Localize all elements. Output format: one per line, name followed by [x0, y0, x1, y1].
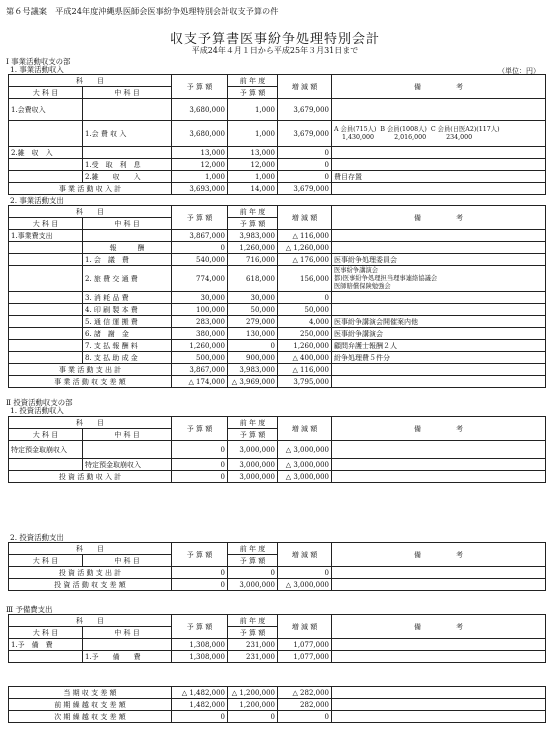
cell: [332, 459, 546, 471]
cell: 医事紛争講演会: [332, 328, 546, 340]
table-reserve: [8, 614, 546, 663]
cell: 0: [172, 242, 228, 254]
cell: 3,983,000: [228, 364, 278, 376]
cell: △ 116,000: [278, 364, 332, 376]
section-1-title: Ⅰ 事業活動収支の部: [6, 57, 71, 66]
col-kamoku: 科 目: [9, 75, 172, 87]
cell: 5. 通 信 運 搬 費: [83, 316, 172, 328]
col-daikamoku: 大 科 目: [9, 87, 83, 99]
cell: 1,077,000: [278, 639, 332, 651]
cell: 医事紛争講演会開催案内他: [332, 316, 546, 328]
cell: [332, 230, 546, 242]
cell: 283,000: [172, 316, 228, 328]
cell: △ 3,000,000: [278, 459, 332, 471]
section-2-title: Ⅱ 投資活動収支の部: [6, 398, 73, 407]
col-biko: 備 考: [332, 75, 546, 99]
cell: 380,000: [172, 328, 228, 340]
cell: 50,000: [278, 304, 332, 316]
cell: 900,000: [228, 352, 278, 364]
col-yosan: 予 算 額: [172, 417, 228, 441]
cell: 顧問弁護士報酬２人: [332, 340, 546, 352]
cell: 1.会費収入: [9, 99, 83, 121]
col-zennendo: 前 年 度: [228, 75, 278, 87]
cell: 3,000,000: [228, 459, 278, 471]
cell: [332, 567, 546, 579]
col-biko: 備 考: [332, 543, 546, 567]
cell: 1,308,000: [172, 651, 228, 663]
col-yosan: 予 算 額: [172, 615, 228, 639]
cell: 3,983,000: [228, 230, 278, 242]
col-chukamoku: 中 科 目: [83, 429, 172, 441]
section-3-title: Ⅲ 予備費支出: [6, 605, 53, 614]
section-2b-title: 2. 投資活動支出: [10, 533, 64, 542]
total-label: 事 業 活 動 収 支 差 額: [9, 376, 172, 388]
cell: [332, 711, 546, 723]
col-chukamoku: 中 科 目: [83, 555, 172, 567]
cell: A 会員(715人) B 会員(1008人) C 会員(日医A2)(117人) 1,430,000 2,016,000 234,000: [332, 121, 546, 147]
cell: [9, 242, 83, 254]
cell: 3,680,000: [172, 99, 228, 121]
total-label: 次 期 繰 越 収 支 差 額: [9, 711, 172, 723]
cell: [332, 159, 546, 171]
cell: 231,000: [228, 639, 278, 651]
cell: [9, 352, 83, 364]
cell: △ 3,000,000: [278, 471, 332, 483]
cell: [9, 316, 83, 328]
col-kamoku: 科 目: [9, 615, 172, 627]
section-2a-title: 1. 投資活動収入: [10, 406, 64, 415]
table-investment-income: [8, 416, 546, 483]
table-investment-expense: [8, 542, 546, 591]
col-biko: 備 考: [332, 615, 546, 639]
cell: [9, 159, 83, 171]
cell: 0: [172, 459, 228, 471]
cell: 1. 会 議 費: [83, 254, 172, 266]
cell: 紛争処理費５件分: [332, 352, 546, 364]
col-daikamoku: 大 科 目: [9, 218, 83, 230]
cell: 1.事業費支出: [9, 230, 83, 242]
cell: △ 1,260,000: [278, 242, 332, 254]
cell: 2.雑 収 入: [83, 171, 172, 183]
cell: 0: [278, 292, 332, 304]
cell: 540,000: [172, 254, 228, 266]
cell: [332, 376, 546, 388]
col-zogen: 増 減 額: [278, 417, 332, 441]
cell: 282,000: [278, 699, 332, 711]
cell: 716,000: [228, 254, 278, 266]
cell: 500,000: [172, 352, 228, 364]
cell: 12,000: [172, 159, 228, 171]
cell: 3,693,000: [172, 183, 228, 195]
cell: [332, 471, 546, 483]
cell: 1,260,000: [172, 340, 228, 352]
cell: [332, 687, 546, 699]
col-yosan: 予 算 額: [172, 543, 228, 567]
cell: 特定預金取崩収入: [9, 441, 83, 459]
cell: [83, 99, 172, 121]
col-biko: 備 考: [332, 206, 546, 230]
col-zennendo: 前 年 度: [228, 615, 278, 627]
col-zogen: 増 減 額: [278, 543, 332, 567]
cell: 4. 印 刷 製 本 費: [83, 304, 172, 316]
cell: 医事紛争処理委員会: [332, 254, 546, 266]
cell: 8. 支 払 助 成 金: [83, 352, 172, 364]
cell: [332, 639, 546, 651]
cell: 0: [172, 579, 228, 591]
cell: 0: [172, 471, 228, 483]
col-chukamoku: 中 科 目: [83, 87, 172, 99]
cell: 1.予 備 費: [83, 651, 172, 663]
cell: 1,200,000: [228, 699, 278, 711]
period: 平成24年４月１日から平成25年３月31日まで: [191, 46, 359, 55]
cell: 0: [278, 567, 332, 579]
col-biko: 備 考: [332, 417, 546, 441]
cell: 1.予 備 費: [9, 639, 83, 651]
cell: 3,867,000: [172, 230, 228, 242]
table-operating-expense: [8, 205, 546, 388]
cell: 報 酬: [83, 242, 172, 254]
cell: [332, 699, 546, 711]
page-title: 収支予算書医事紛争処理特別会計: [169, 32, 380, 47]
cell: 30,000: [172, 292, 228, 304]
cell: 3,679,000: [278, 183, 332, 195]
col-kamoku: 科 目: [9, 543, 172, 555]
cell: [9, 304, 83, 316]
cell: 0: [172, 567, 228, 579]
cell: 2.雑 収 入: [9, 147, 83, 159]
cell: 250,000: [278, 328, 332, 340]
cell: [9, 651, 83, 663]
cell: [332, 147, 546, 159]
cell: [9, 328, 83, 340]
col-yosan: 予 算 額: [172, 75, 228, 99]
total-label: 事 業 活 動 支 出 計: [9, 364, 172, 376]
cell: 6. 諸 謝 金: [83, 328, 172, 340]
cell: 1,077,000: [278, 651, 332, 663]
total-label: 投 資 活 動 支 出 計: [9, 567, 172, 579]
col-zennendo-2: 予 算 額: [228, 429, 278, 441]
unit-label: （単位：円）: [498, 67, 540, 75]
cell: 14,000: [228, 183, 278, 195]
cell: △ 1,482,000: [172, 687, 228, 699]
col-daikamoku: 大 科 目: [9, 429, 83, 441]
total-label: 当 期 収 支 差 額: [9, 687, 172, 699]
section-1b-title: 2. 事業活動支出: [10, 196, 64, 205]
total-label: 事 業 活 動 収 入 計: [9, 183, 172, 195]
cell: 0: [228, 340, 278, 352]
cell: 特定預金取崩収入: [83, 459, 172, 471]
cell: [9, 254, 83, 266]
cell: [9, 171, 83, 183]
table-operating-income: [8, 74, 546, 195]
cell: 1.会 費 収 入: [83, 121, 172, 147]
cell: 1,000: [228, 171, 278, 183]
cell: 7. 支 払 報 酬 料: [83, 340, 172, 352]
cell: [83, 147, 172, 159]
cell: [332, 183, 546, 195]
cell: 100,000: [172, 304, 228, 316]
cell: 50,000: [228, 304, 278, 316]
cell: 618,000: [228, 266, 278, 292]
col-daikamoku: 大 科 目: [9, 627, 83, 639]
cell: △ 282,000: [278, 687, 332, 699]
cell: 0: [228, 567, 278, 579]
total-label: 投 資 活 動 収 入 計: [9, 471, 172, 483]
cell: [9, 292, 83, 304]
cell: △ 3,969,000: [228, 376, 278, 388]
col-chukamoku: 中 科 目: [83, 218, 172, 230]
cell: 医事紛争講演会 都)医事紛争処理担当理事連絡協議会 医師賠償保険勉強会: [332, 266, 546, 292]
cell: 12,000: [228, 159, 278, 171]
cell: 1.受 取 利 息: [83, 159, 172, 171]
cell: 費目存置: [332, 171, 546, 183]
total-label: 前 期 繰 越 収 支 差 額: [9, 699, 172, 711]
cell: 3,679,000: [278, 99, 332, 121]
cell: 130,000: [228, 328, 278, 340]
cell: 0: [278, 147, 332, 159]
col-kamoku: 科 目: [9, 206, 172, 218]
section-1a-title: 1. 事業活動収入: [10, 65, 64, 74]
col-zennendo-2: 予 算 額: [228, 87, 278, 99]
cell: [83, 639, 172, 651]
cell: 0: [278, 159, 332, 171]
cell: 279,000: [228, 316, 278, 328]
col-kamoku: 科 目: [9, 417, 172, 429]
agenda-header: 第６号議案 平成24年度沖縄県医師会医事紛争処理特別会計収支予算の件: [6, 6, 279, 16]
col-chukamoku: 中 科 目: [83, 627, 172, 639]
col-zogen: 増 減 額: [278, 75, 332, 99]
total-label: 投 資 活 動 収 支 差 額: [9, 579, 172, 591]
cell: △ 3,000,000: [278, 441, 332, 459]
cell: [332, 292, 546, 304]
cell: 1,260,000: [228, 242, 278, 254]
cell: [9, 340, 83, 352]
col-yosan: 予 算 額: [172, 206, 228, 230]
cell: 1,308,000: [172, 639, 228, 651]
cell: 0: [228, 711, 278, 723]
col-daikamoku: 大 科 目: [9, 555, 83, 567]
col-zennendo: 前 年 度: [228, 206, 278, 218]
cell: 4,000: [278, 316, 332, 328]
cell: 0: [172, 441, 228, 459]
cell: [83, 230, 172, 242]
cell: 13,000: [228, 147, 278, 159]
col-zogen: 増 減 額: [278, 615, 332, 639]
cell: 231,000: [228, 651, 278, 663]
cell: [332, 579, 546, 591]
cell: 1,000: [228, 99, 278, 121]
cell: 13,000: [172, 147, 228, 159]
col-zennendo: 前 年 度: [228, 543, 278, 555]
cell: 0: [278, 171, 332, 183]
cell: 1,260,000: [278, 340, 332, 352]
cell: 3,000,000: [228, 471, 278, 483]
cell: [83, 441, 172, 459]
cell: 3,000,000: [228, 441, 278, 459]
cell: 3,000,000: [228, 579, 278, 591]
cell: △ 3,000,000: [278, 579, 332, 591]
table-balance: [8, 686, 546, 723]
cell: 3,679,000: [278, 121, 332, 147]
cell: 1,000: [228, 121, 278, 147]
cell: 156,000: [278, 266, 332, 292]
cell: [332, 364, 546, 376]
cell: [332, 304, 546, 316]
col-zennendo-2: 予 算 額: [228, 218, 278, 230]
cell: 0: [172, 711, 228, 723]
cell: 3,795,000: [278, 376, 332, 388]
cell: 30,000: [228, 292, 278, 304]
cell: △ 174,000: [172, 376, 228, 388]
cell: △ 116,000: [278, 230, 332, 242]
cell: [332, 441, 546, 459]
cell: [332, 651, 546, 663]
cell: △ 176,000: [278, 254, 332, 266]
cell: 1,000: [172, 171, 228, 183]
col-zennendo: 前 年 度: [228, 417, 278, 429]
cell: [332, 242, 546, 254]
col-zennendo-2: 予 算 額: [228, 555, 278, 567]
cell: 774,000: [172, 266, 228, 292]
cell: 1,482,000: [172, 699, 228, 711]
cell: 2. 旅 費 交 通 費: [83, 266, 172, 292]
cell: [9, 459, 83, 471]
cell: △ 400,000: [278, 352, 332, 364]
cell: 3,680,000: [172, 121, 228, 147]
cell: [9, 266, 83, 292]
cell: 3. 消 耗 品 費: [83, 292, 172, 304]
cell: 3,867,000: [172, 364, 228, 376]
cell: △ 1,200,000: [228, 687, 278, 699]
col-zogen: 増 減 額: [278, 206, 332, 230]
col-zennendo-2: 予 算 額: [228, 627, 278, 639]
cell: [9, 121, 83, 147]
cell: 0: [278, 711, 332, 723]
cell: [332, 99, 546, 121]
